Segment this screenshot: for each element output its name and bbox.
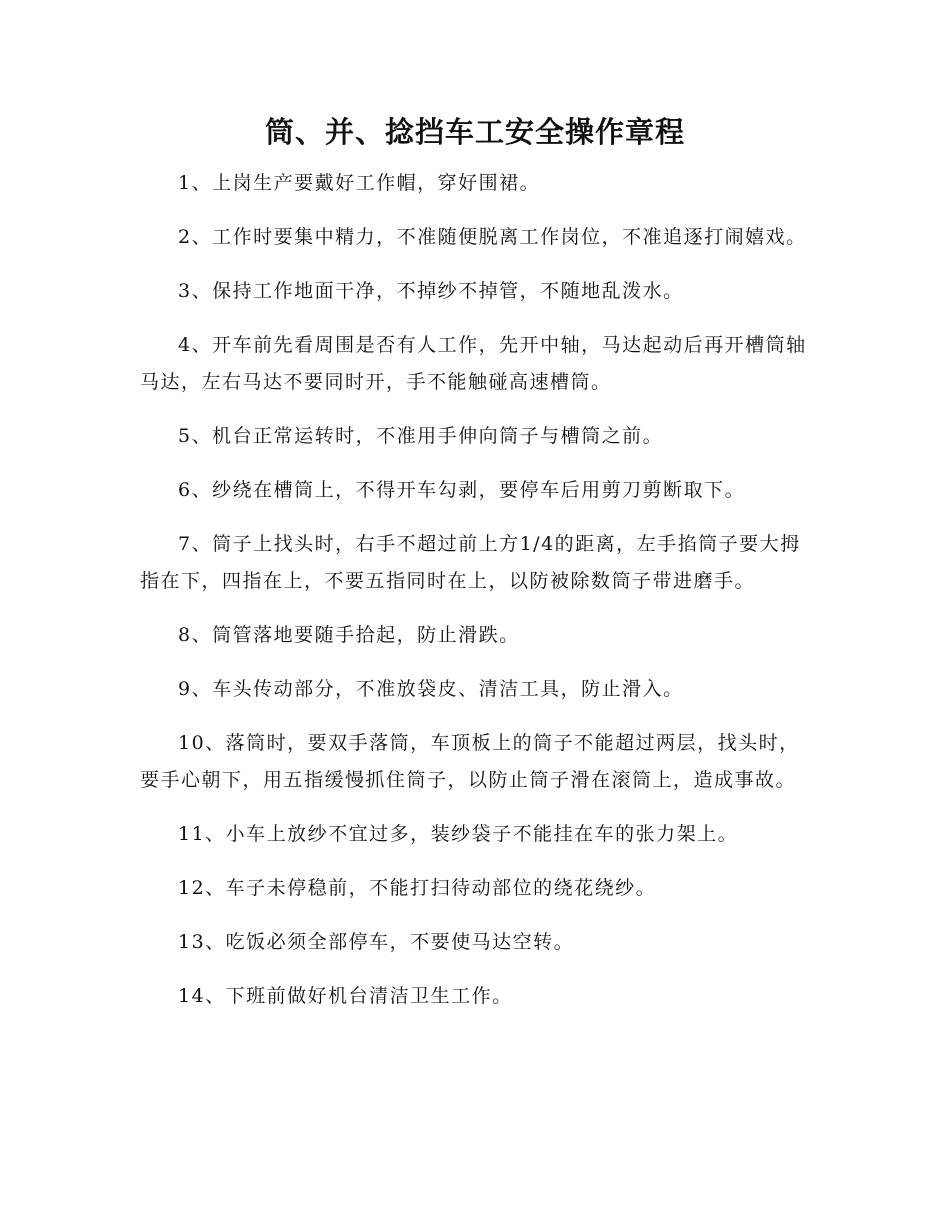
paragraph-14: 14、下班前做好机台清洁卫生工作。 (178, 985, 513, 1007)
paragraph-5: 5、机台正常运转时，不准用手伸向筒子与槽筒之前。 (178, 425, 664, 447)
document-title: 筒、并、捻挡车工安全操作章程 (264, 115, 685, 149)
paragraph-6: 6、纱绕在槽筒上，不得开车勾剥，要停车后用剪刀剪断取下。 (178, 479, 746, 501)
paragraph-7: 7、筒子上找头时，右手不超过前上方1/4的距离，左手掐筒子要大拇指在下，四指在上，不要五指同时在上，以防被除数筒子带进磨手。 (140, 533, 801, 592)
paragraph-9: 9、车头传动部分，不准放袋皮、清洁工具，防止滑入。 (178, 678, 684, 700)
paragraph-11: 11、小车上放纱不宜过多，装纱袋子不能挂在车的张力架上。 (178, 823, 739, 845)
paragraph-10: 10、落筒时，要双手落筒，车顶板上的筒子不能超过两层，找头时，要手心朝下，用五指缓慢抓住筒子，以防止筒子滑在滚筒上，造成事故。 (140, 732, 800, 791)
paragraph-8: 8、筒管落地要随手拾起，防止滑跌。 (178, 624, 520, 646)
paragraph-2: 2、工作时要集中精力，不准随便脱离工作岗位，不准追逐打闹嬉戏。 (178, 226, 807, 248)
paragraph-3: 3、保持工作地面干净，不掉纱不掉管，不随地乱泼水。 (178, 280, 684, 302)
paragraph-4: 4、开车前先看周围是否有人工作，先开中轴，马达起动后再开槽筒轴马达，左右马达不要同时开，手不能触碰高速槽筒。 (140, 334, 807, 393)
document-body (140, 165, 810, 1015)
paragraph-12: 12、车子未停稳前，不能打扫待动部位的绕花绕纱。 (178, 877, 657, 899)
paragraph-13: 13、吃饭必须全部停车，不要使马达空转。 (178, 931, 575, 953)
paragraph-1: 1、上岗生产要戴好工作帽，穿好围裙。 (178, 172, 541, 194)
